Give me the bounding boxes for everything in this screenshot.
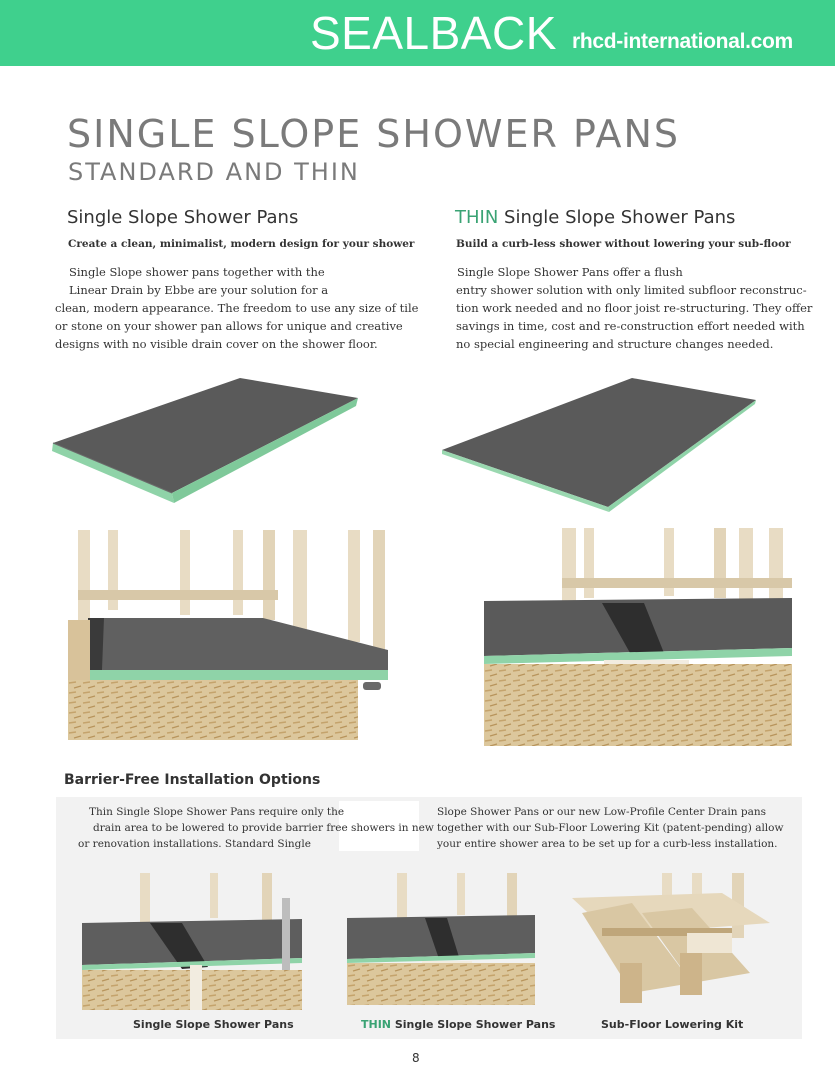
heading-rest: Single Slope Shower Pans	[498, 207, 736, 228]
text-line: Thin Single Slope Shower Pans require only the	[89, 806, 345, 818]
page-number: 8	[412, 1051, 420, 1065]
standard-install-image	[68, 530, 398, 745]
caption-rest: Single Slope Shower Pans	[391, 1018, 556, 1031]
text-line: your entire shower area to be set up for a curb-less installation.	[437, 838, 778, 850]
thin-barrier-image	[347, 873, 537, 1008]
thin-label: THIN	[455, 207, 499, 228]
standard-shower-pan-image	[48, 375, 360, 507]
caption-sub-floor-kit: Sub-Floor Lowering Kit	[601, 1018, 744, 1031]
header-banner	[0, 0, 835, 66]
body-line: Linear Drain by Ebbe are your solution for a	[69, 283, 329, 297]
thin-install-image	[484, 528, 794, 748]
left-column-heading: Single Slope Shower Pans	[67, 207, 299, 228]
body-line: designs with no visible drain cover on the shower floor.	[55, 337, 378, 351]
left-column-body	[55, 263, 419, 353]
right-column-heading	[455, 206, 735, 230]
barrier-left-text	[78, 804, 434, 852]
right-column-tagline: Build a curb-less shower without lowering your sub-floor	[456, 238, 791, 250]
body-line: clean, modern appearance. The freedom to use any size of tile	[55, 301, 419, 315]
brand-name: SEALBACK	[310, 7, 557, 59]
body-line: or stone on your shower pan allows for unique and creative	[55, 319, 403, 333]
text-line: drain area to be lowered to provide barrier free showers in new	[93, 822, 434, 834]
page-title: SINGLE SLOPE SHOWER PANS	[67, 112, 681, 156]
body-line: tion work needed and no floor joist re-structuring. They offer	[456, 301, 813, 315]
thin-shower-pan-image	[440, 375, 760, 515]
body-line: entry shower solution with only limited subfloor reconstruc-	[456, 283, 807, 297]
text-line: together with our Sub-Floor Lowering Kit (patent-pending) allow	[437, 822, 784, 834]
body-line: Single Slope shower pans together with the	[69, 265, 325, 279]
barrier-right-text	[437, 804, 783, 852]
body-line: no special engineering and structure changes needed.	[456, 337, 774, 351]
body-line: Single Slope Shower Pans offer a flush	[457, 265, 683, 279]
left-column-tagline: Create a clean, minimalist, modern design for your shower	[68, 238, 415, 250]
body-line: savings in time, cost and re-construction effort needed with	[456, 319, 805, 333]
thin-label: THIN	[361, 1018, 392, 1031]
right-column-body	[457, 263, 812, 353]
website-link[interactable]: rhcd-international.com	[572, 30, 793, 53]
text-line: Slope Shower Pans or our new Low-Profile Center Drain pans	[437, 806, 766, 818]
sub-floor-lowering-kit-image	[572, 873, 772, 1013]
barrier-free-heading: Barrier-Free Installation Options	[64, 772, 321, 788]
text-line: or renovation installations. Standard Single	[78, 838, 311, 850]
caption-single-slope: Single Slope Shower Pans	[133, 1018, 294, 1031]
caption-thin-single-slope	[361, 1018, 555, 1032]
standard-barrier-image	[82, 873, 304, 1013]
page-subtitle: STANDARD AND THIN	[68, 158, 360, 186]
